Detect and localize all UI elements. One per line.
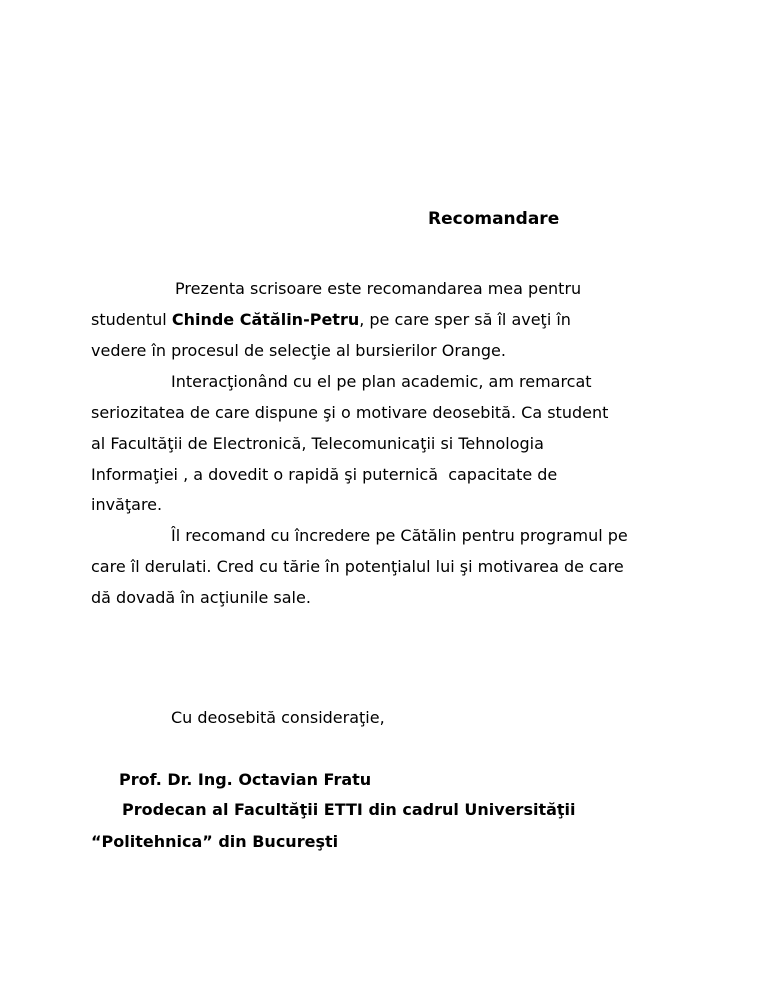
paragraph-2-line-4: Informaţiei , a dovedit o rapidă şi puternică capacitate de [91, 465, 558, 484]
paragraph-3-line-3: dă dovadă în acţiunile sale. [91, 588, 311, 607]
closing-line: Cu deosebită consideraţie, [171, 708, 385, 727]
paragraph-1-line-2 [91, 310, 571, 330]
paragraph-1-line-1: Prezenta scrisoare este recomandarea mea pentru [175, 279, 582, 298]
paragraph-2-line-1: Interacţionând cu el pe plan academic, am remarcat [171, 372, 592, 391]
signature-name: Prof. Dr. Ing. Octavian Fratu [119, 770, 372, 789]
paragraph-3-line-2: care îl derulati. Cred cu tărie în potenţialul lui şi motivarea de care [91, 557, 624, 576]
paragraph-2-line-5: invăţare. [91, 495, 163, 514]
signature-position-line-2: “Politehnica” din Bucureşti [91, 832, 339, 851]
paragraph-3-line-1: Îl recomand cu încredere pe Cătălin pentru programul pe [171, 526, 628, 545]
signature-position-line-1: Prodecan al Facultăţii ETTI din cadrul Universităţii [122, 800, 576, 819]
paragraph-1-line-2-suffix: , pe care sper să îl aveţi în [359, 310, 571, 329]
paragraph-2-line-2: seriozitatea de care dispune şi o motivare deosebită. Ca student [91, 403, 609, 422]
paragraph-2-line-3: al Facultăţii de Electronică, Telecomunicaţii si Tehnologia [91, 434, 544, 453]
paragraph-1-line-3: vedere în procesul de selecţie al bursierilor Orange. [91, 341, 506, 360]
student-name: Chinde Cătălin-Petru [171, 310, 360, 329]
paragraph-1-line-2-prefix: studentul [91, 310, 172, 329]
document-title: Recomandare [428, 209, 560, 229]
